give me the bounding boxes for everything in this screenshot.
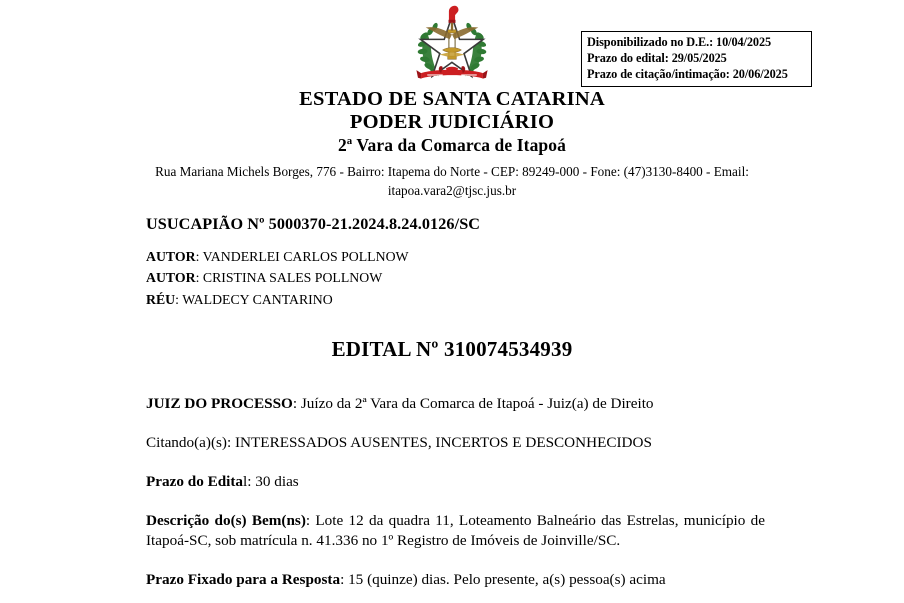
- party-name: VANDERLEI CARLOS POLLNOW: [202, 249, 409, 264]
- edital-body: [146, 394, 765, 590]
- court-title: 2ª Vara da Comarca de Itapoá: [338, 135, 566, 155]
- asset-description-value: : Lote 12 da quadra 11, Loteamento Balneário das Estrelas, município de Itapoá-SC, sob matrícula n. 41.336 no 1º Registro de Imóveis de Joinville/SC.: [146, 512, 765, 549]
- party-separator: :: [195, 270, 203, 286]
- edital-title: EDITAL Nº 310074534939: [331, 337, 573, 361]
- response-term-label: Prazo Fixado para a Resposta: [146, 571, 341, 588]
- court-email: itapoa.vara2@tjsc.jus.br: [387, 182, 517, 198]
- court-address-line: Rua Mariana Michels Borges, 776 - Bairro: Itapema do Norte - CEP: 89249-000 - Fone: (47)3130-8400 - Email:: [155, 164, 749, 179]
- court-address: [152, 163, 752, 200]
- summoned-value: INTERESSADOS AUSENTES, INCERTOS E DESCONHECIDOS: [235, 434, 652, 451]
- party-separator: :: [175, 291, 183, 307]
- party-role: RÉU: [146, 291, 176, 307]
- party-row: [146, 289, 766, 310]
- summoned-paragraph: [146, 433, 765, 453]
- document-header: [0, 88, 904, 157]
- response-term-paragraph: [146, 570, 765, 590]
- asset-description-paragraph: [146, 511, 765, 551]
- edital-term-value: l: 30 dias: [243, 473, 299, 490]
- citation-deadline-line: Prazo de citação/intimação: 20/06/2025: [587, 67, 788, 82]
- parties-list: [146, 246, 766, 310]
- process-number: USUCAPIÃO Nº 5000370-21.2024.8.24.0126/SC: [146, 215, 481, 233]
- response-term-value: : 15 (quinze) dias. Pelo presente, a(s) pessoa(s) acima: [340, 571, 666, 588]
- edital-term-label: Prazo do Edita: [146, 473, 244, 490]
- judiciary-title: PODER JUDICIÁRIO: [349, 111, 555, 133]
- edital-term-paragraph: [146, 472, 765, 492]
- state-title: ESTADO DE SANTA CATARINA: [299, 88, 605, 110]
- publication-date-box: [581, 31, 812, 87]
- judge-value: : Juízo da 2ª Vara da Comarca de Itapoá - Juiz(a) de Direito: [292, 395, 654, 412]
- party-name: WALDECY CANTARINO: [182, 291, 333, 307]
- judge-label: JUIZ DO PROCESSO: [146, 395, 293, 412]
- party-row: [146, 246, 766, 267]
- party-role: AUTOR: [146, 249, 196, 264]
- asset-description-label: Descrição do(s) Bem(ns): [146, 512, 306, 529]
- publication-date-line: Disponibilizado no D.E.: 10/04/2025: [587, 35, 772, 49]
- summoned-label: Citando(a)(s):: [146, 434, 235, 451]
- party-name: CRISTINA SALES POLLNOW: [202, 270, 383, 286]
- party-role: AUTOR: [146, 270, 196, 286]
- party-row: [146, 267, 766, 288]
- edital-deadline-line: Prazo do edital: 29/05/2025: [587, 51, 727, 66]
- party-separator: :: [195, 249, 203, 264]
- judge-paragraph: [146, 394, 765, 414]
- santa-catarina-coat-of-arms-icon: [413, 2, 491, 84]
